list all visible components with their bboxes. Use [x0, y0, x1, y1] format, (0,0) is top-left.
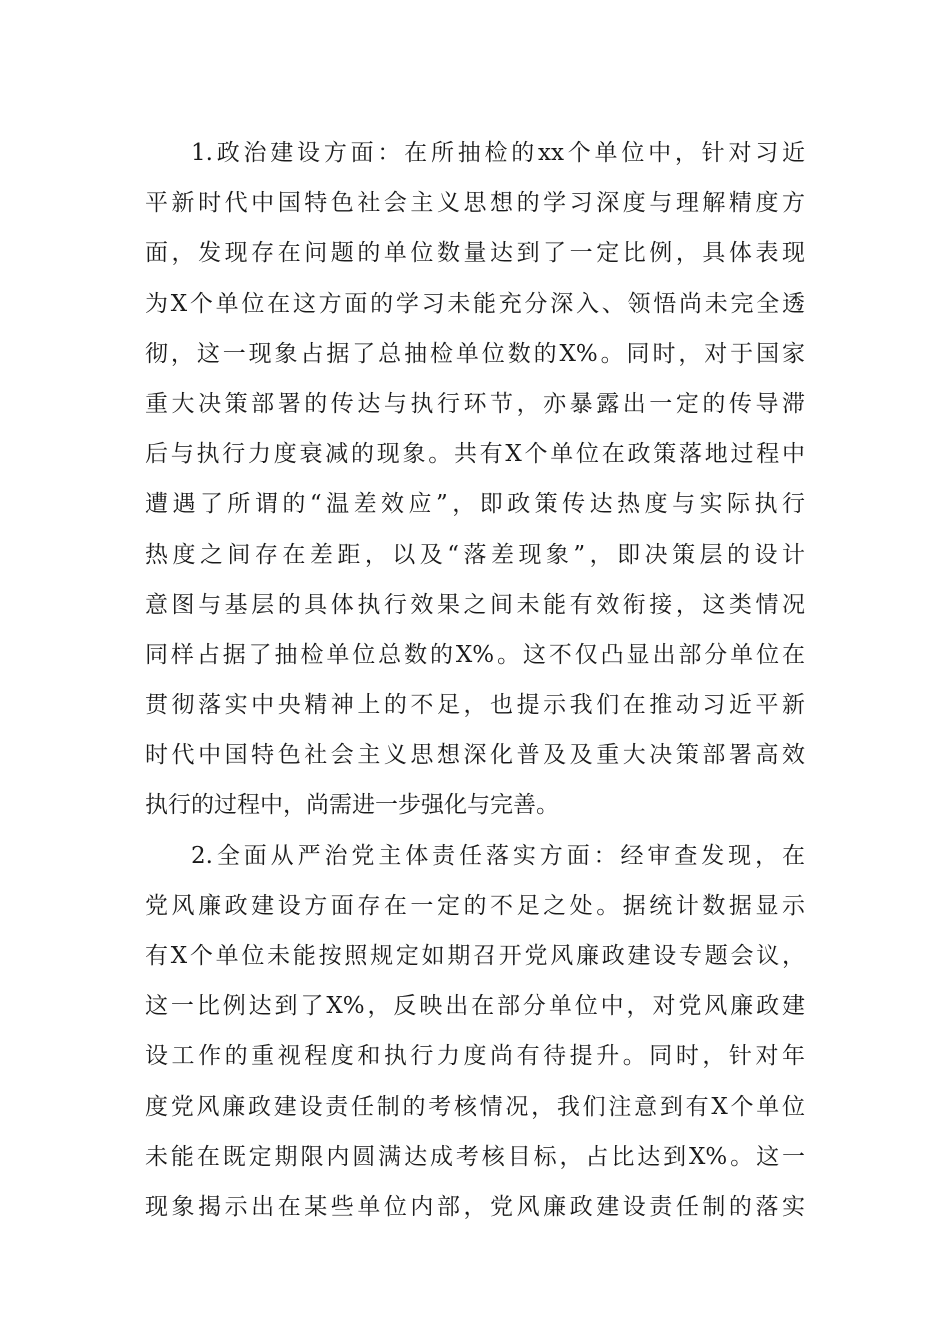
paragraph-line: 设工作的重视程度和执行力度尚有待提升。同时，针对年	[145, 1043, 805, 1070]
paragraph-line: 面，发现存在问题的单位数量达到了一定比例，具体表现	[145, 240, 805, 267]
paragraph-line: 为X个单位在这方面的学习未能充分深入、领悟尚未完全透	[145, 290, 805, 317]
paragraph-political-construction	[145, 128, 805, 831]
paragraph-line: 同样占据了抽检单位总数的X%。这不仅凸显出部分单位在	[145, 641, 805, 668]
paragraph-line: 意图与基层的具体执行效果之间未能有效衔接，这类情况	[145, 591, 805, 618]
paragraph-line: 平新时代中国特色社会主义思想的学习深度与理解精度方	[145, 190, 805, 217]
paragraph-line: 现象揭示出在某些单位内部，党风廉政建设责任制的落实	[145, 1193, 805, 1220]
paragraph-line: 执行的过程中，尚需进一步强化与完善。	[145, 792, 559, 819]
paragraph-line: 重大决策部署的传达与执行环节，亦暴露出一定的传导滞	[145, 390, 805, 417]
paragraph-line: 1.政治建设方面：在所抽检的xx个单位中，针对习近	[191, 140, 805, 166]
paragraph-line: 热度之间存在差距，以及“落差现象”，即决策层的设计	[145, 541, 805, 568]
document-body	[145, 128, 805, 1232]
paragraph-line: 遭遇了所谓的“温差效应”，即政策传达热度与实际执行	[145, 491, 805, 518]
paragraph-line: 彻，这一现象占据了总抽检单位数的X%。同时，对于国家	[145, 340, 805, 367]
paragraph-line: 未能在既定期限内圆满达成考核目标，占比达到X%。这一	[145, 1143, 805, 1170]
paragraph-line: 党风廉政建设方面存在一定的不足之处。据统计数据显示	[145, 892, 805, 919]
paragraph-party-governance	[145, 831, 805, 1233]
paragraph-line: 这一比例达到了X%，反映出在部分单位中，对党风廉政建	[145, 993, 805, 1020]
paragraph-line: 2.全面从严治党主体责任落实方面：经审查发现，在	[191, 842, 805, 869]
paragraph-line: 后与执行力度衰减的现象。共有X个单位在政策落地过程中	[145, 441, 805, 468]
paragraph-line: 贯彻落实中央精神上的不足，也提示我们在推动习近平新	[145, 692, 805, 719]
paragraph-line: 度党风廉政建设责任制的考核情况，我们注意到有X个单位	[145, 1093, 805, 1120]
paragraph-line: 有X个单位未能按照规定如期召开党风廉政建设专题会议，	[145, 943, 805, 969]
paragraph-line: 时代中国特色社会主义思想深化普及及重大决策部署高效	[145, 742, 805, 769]
